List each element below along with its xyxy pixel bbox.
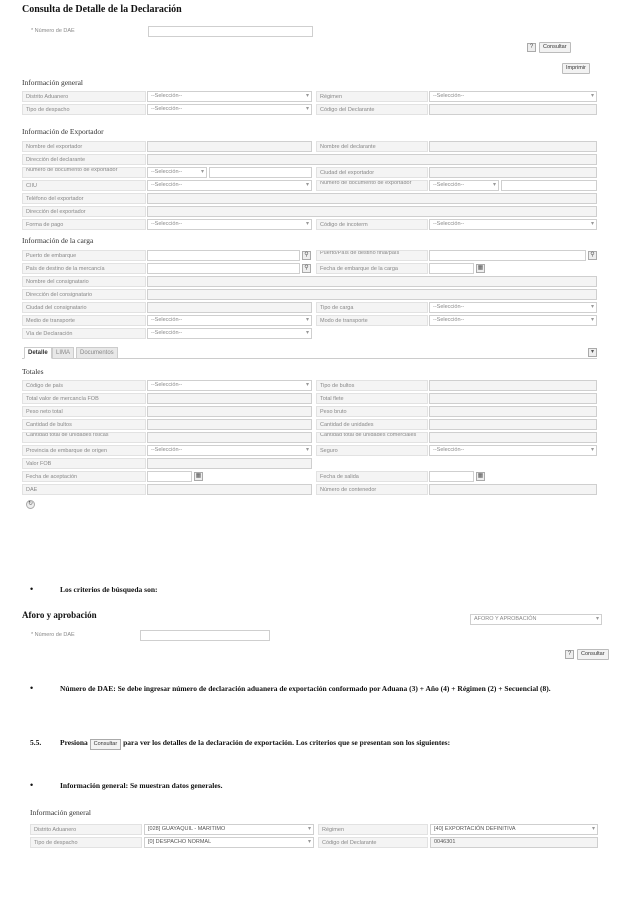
declarant-doctype-input[interactable] (501, 180, 597, 191)
dae-number-explanation: Número de DAE: Se debe ingresar número de declaración aduanera de exportación conformado por Aduana (3) + Año (4) + Régimen (2) + Secuencial (8). (60, 684, 551, 693)
declaration-detail-panel (22, 4, 602, 550)
approval-consult-button[interactable]: Consultar (577, 649, 609, 660)
transport-mode-select[interactable]: --Selección-- ▾ (429, 315, 597, 326)
unit-qty-label: Cantidad de unidades (316, 419, 428, 430)
transport-mode-label: Modo de transporte (316, 315, 428, 326)
tab-documentos[interactable]: Documentos (76, 347, 118, 359)
dae-label: DAE (22, 484, 146, 495)
example-codigo-label: Código del Declarante (318, 837, 428, 848)
totals-title: Totales (22, 367, 44, 376)
commercial-units-field (429, 432, 597, 443)
page-title: Consulta de Detalle de la Declaración (22, 4, 182, 15)
codigo-declarante-field (429, 104, 597, 115)
declarant-doctype-select[interactable]: --Selección-- ▾ (429, 180, 499, 191)
exporter-phone-field (147, 193, 597, 204)
example-regimen-select[interactable]: [40] EXPORTACIÓN DEFINITIVA ▾ (430, 824, 598, 835)
dae-number-label: * Número de DAE (28, 26, 146, 37)
gross-weight-label: Peso bruto (316, 406, 428, 417)
exporter-city-field (429, 167, 597, 178)
example-distrito-label: Distrito Aduanero (30, 824, 142, 835)
fob-value-label: Valor FOB (22, 458, 146, 469)
declarant-doctype-label: Número de documento de exportador (316, 180, 428, 191)
consignee-city-field (147, 302, 312, 313)
country-destination-label: País de destino de la mercancía (22, 263, 146, 274)
help-icon[interactable]: ? (527, 43, 536, 52)
exporter-phone-label: Teléfono del exportador (22, 193, 146, 204)
declarant-name-field (429, 141, 597, 152)
exporter-name-label: Nombre del exportador (22, 141, 146, 152)
payment-form-select[interactable]: --Selección-- ▾ (147, 219, 312, 230)
refresh-icon[interactable]: ↻ (27, 501, 34, 507)
tab-lima[interactable]: LIMA (52, 347, 74, 359)
insurance-label: Seguro (316, 445, 428, 456)
package-qty-label: Cantidad de bultos (22, 419, 146, 430)
total-freight-label: Total flete (316, 393, 428, 404)
calendar-icon[interactable]: ▦ (477, 473, 484, 479)
tab-bar (22, 346, 597, 359)
step-consult-button: Consultar (90, 739, 122, 750)
package-qty-field (147, 419, 312, 430)
ciiu-select[interactable]: --Selección-- ▾ (147, 180, 312, 191)
cargo-type-select[interactable]: --Selección-- ▾ (429, 302, 597, 313)
fob-value-field (147, 458, 312, 469)
search-icon[interactable]: ⚲ (588, 251, 597, 260)
exporter-docnum-select[interactable]: --Selección-- ▾ (147, 167, 207, 178)
calendar-icon[interactable]: ▦ (195, 473, 202, 479)
declaration-via-label: Vía de Declaración (22, 328, 146, 339)
incoterm-label: Código de incoterm (316, 219, 428, 230)
search-icon[interactable]: ⚲ (302, 264, 311, 273)
physical-units-field (147, 432, 312, 443)
tipo-despacho-select[interactable]: --Selección-- ▾ (147, 104, 312, 115)
declarant-address-field (147, 154, 597, 165)
approval-panel (22, 610, 607, 662)
package-type-field (429, 380, 597, 391)
cargo-type-label: Tipo de carga (316, 302, 428, 313)
declaration-via-select[interactable]: --Selección-- ▾ (147, 328, 312, 339)
distrito-label: Distrito Aduanero (22, 91, 146, 102)
cargo-info-title: Información de la carga (22, 236, 94, 245)
port-embark-input[interactable] (147, 250, 300, 261)
help-icon[interactable]: ? (565, 650, 574, 659)
departure-date-label: Fecha de salida (316, 471, 428, 482)
consignee-city-label: Ciudad del consignatario (22, 302, 146, 313)
net-weight-label: Peso neto total (22, 406, 146, 417)
codigo-declarante-label: Código del Declarante (316, 104, 428, 115)
step-text-b: para ver los detalles de la declaración de exportación. Los criterios que se presentan son los siguientes: (123, 738, 451, 747)
approval-dae-input[interactable] (140, 630, 270, 641)
approval-title: Aforo y aprobación (22, 610, 97, 620)
bullet-mark: • (30, 780, 34, 790)
package-type-label: Tipo de bultos (316, 380, 428, 391)
approval-dae-label: * Número de DAE (28, 630, 138, 641)
exporter-city-label: Ciudad del exportador (316, 167, 428, 178)
consignee-address-field (147, 289, 597, 300)
exporter-name-field (147, 141, 312, 152)
tipo-despacho-label: Tipo de despacho (22, 104, 146, 115)
example-tipo-select[interactable]: [0] DESPACHO NORMAL ▾ (144, 837, 314, 848)
regimen-label: Régimen (316, 91, 428, 102)
ciiu-label: CIIU (22, 180, 146, 191)
approval-select[interactable]: AFORO Y APROBACIÓN ▾ (470, 614, 602, 625)
exporter-docnum-input[interactable] (209, 167, 312, 178)
departure-date-input[interactable] (429, 471, 474, 482)
port-embark-label: Puerto de embarque (22, 250, 146, 261)
transport-select[interactable]: --Selección-- ▾ (147, 315, 312, 326)
declarant-address-label: Dirección del declarante (22, 154, 146, 165)
bullet-mark: • (30, 584, 34, 594)
exporter-address-label: Dirección del exportador (22, 206, 146, 217)
general-info-example (30, 808, 600, 868)
net-weight-field (147, 406, 312, 417)
country-code-label: Código de país (22, 380, 146, 391)
unit-qty-field (429, 419, 597, 430)
general-info-example-title: Información general (30, 808, 92, 817)
exporter-docnum-label: Número de documento de exportador (22, 167, 146, 178)
search-icon[interactable]: ⚲ (302, 251, 311, 260)
step-number: 5.5. (30, 738, 42, 747)
insurance-select[interactable]: --Selección-- ▾ (429, 445, 597, 456)
step-instruction (60, 738, 605, 750)
consignee-name-label: Nombre del consignatario (22, 276, 146, 287)
step-text-a: Presiona (60, 738, 88, 747)
dae-field (147, 484, 312, 495)
example-distrito-select[interactable]: [028] GUAYAQUIL - MARITIMO ▾ (144, 824, 314, 835)
print-button[interactable]: Imprimir (562, 63, 590, 74)
acceptance-date-label: Fecha de aceptación (22, 471, 146, 482)
exporter-address-field (147, 206, 597, 217)
embark-date-label: Fecha de embarque de la carga (316, 263, 428, 274)
payment-form-label: Forma de pago (22, 219, 146, 230)
regimen-select[interactable]: --Selección-- ▾ (429, 91, 597, 102)
consult-button[interactable]: Consultar (539, 42, 571, 53)
example-regimen-label: Régimen (318, 824, 428, 835)
consignee-name-field (147, 276, 597, 287)
total-fob-label: Total valor de mercancía FOB (22, 393, 146, 404)
port-destination-label: Puerto/País de destino final/país (316, 250, 428, 261)
commercial-units-label: Cantidad total de unidades comerciales (316, 432, 428, 443)
gross-weight-field (429, 406, 597, 417)
bullet-mark: • (30, 683, 34, 693)
distrito-select[interactable]: --Selección-- ▾ (147, 91, 312, 102)
province-select[interactable]: --Selección-- ▾ (147, 445, 312, 456)
collapse-icon[interactable]: ▾ (588, 348, 597, 357)
country-destination-input[interactable] (147, 263, 300, 274)
incoterm-select[interactable]: --Selección-- ▾ (429, 219, 597, 230)
acceptance-date-input[interactable] (147, 471, 192, 482)
general-info-explanation: Información general: Se muestran datos generales. (60, 781, 223, 790)
physical-units-label: Cantidad total de unidades físicas (22, 432, 146, 443)
port-destination-input[interactable] (429, 250, 586, 261)
general-info-title: Información general (22, 78, 84, 87)
transport-label: Medio de transporte (22, 315, 146, 326)
province-label: Provincia de embarque de origen (22, 445, 146, 456)
search-criteria-note: Los criterios de búsqueda son: (60, 585, 158, 594)
total-freight-field (429, 393, 597, 404)
consignee-address-label: Dirección del consignatario (22, 289, 146, 300)
example-tipo-label: Tipo de despacho (30, 837, 142, 848)
example-codigo-field: 0046301 (430, 837, 598, 848)
tab-detalle[interactable]: Detalle (24, 347, 52, 359)
container-number-field (429, 484, 597, 495)
calendar-icon[interactable]: ▦ (477, 265, 484, 271)
country-code-select[interactable]: --Selección-- ▾ (147, 380, 312, 391)
exporter-info-title: Información de Exportador (22, 127, 104, 136)
container-number-label: Número de contenedor (316, 484, 428, 495)
embark-date-input[interactable] (429, 263, 474, 274)
total-fob-field (147, 393, 312, 404)
declarant-name-label: Nombre del declarante (316, 141, 428, 152)
dae-number-input[interactable] (148, 26, 313, 37)
